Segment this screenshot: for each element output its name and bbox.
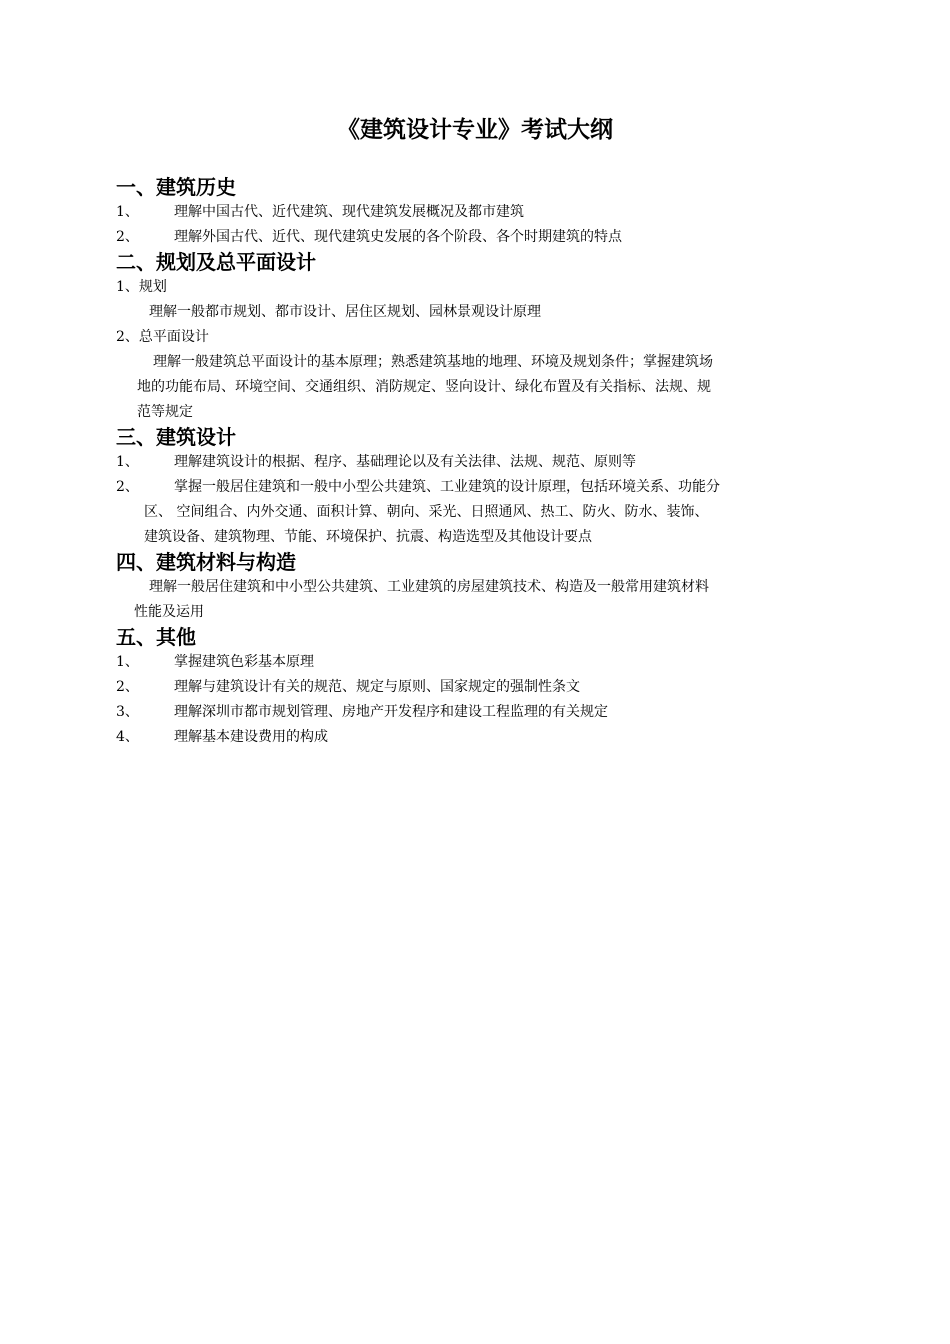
section-architectural-design: [116, 425, 836, 550]
paragraph-line: 理解一般居住建筑和中小型公共建筑、工业建筑的房屋建筑技术、构造及一般常用建筑材料: [149, 579, 709, 595]
list-item: [116, 675, 836, 700]
item-number: 2、: [116, 679, 139, 695]
list-item: [116, 725, 836, 750]
item-text: 掌握建筑色彩基本原理: [174, 654, 314, 670]
list-item: [116, 200, 836, 225]
item-number: 2、: [116, 479, 139, 495]
paragraph-line: 范等规定: [137, 404, 193, 420]
paragraph-line: 地的功能布局、环境空间、交通组织、消防规定、竖向设计、绿化布置及有关指标、法规、规: [137, 379, 711, 395]
list-item: [116, 700, 836, 725]
item-number: 4、: [116, 729, 139, 745]
section-heading: 二、规划及总平面设计: [116, 250, 316, 274]
list-item: [116, 475, 836, 500]
section-heading: 一、建筑历史: [116, 175, 236, 199]
document-body: [116, 175, 836, 750]
section-heading: 四、建筑材料与构造: [116, 550, 296, 574]
section-planning-site-design: [116, 250, 836, 425]
item-number: 3、: [116, 704, 139, 720]
item-number: 1、: [116, 454, 139, 470]
list-item: [116, 650, 836, 675]
subsection-heading: 1、规划: [116, 279, 167, 295]
subsection-heading: 2、总平面设计: [116, 329, 209, 345]
item-number: 1、: [116, 654, 139, 670]
section-heading: 五、其他: [116, 625, 196, 649]
page-title: 《建筑设计专业》考试大纲: [337, 117, 613, 143]
item-text: 理解与建筑设计有关的规范、规定与原则、国家规定的强制性条文: [174, 679, 580, 695]
paragraph-line: 性能及运用: [134, 604, 204, 620]
item-text: 理解中国古代、近代建筑、现代建筑发展概况及都市建筑: [174, 204, 524, 220]
section-heading: 三、建筑设计: [116, 425, 236, 449]
section-architecture-history: [116, 175, 836, 250]
item-text: 理解建筑设计的根据、程序、基础理论以及有关法律、法规、规范、原则等: [174, 454, 636, 470]
item-text: 理解深圳市都市规划管理、房地产开发程序和建设工程监理的有关规定: [174, 704, 608, 720]
paragraph-line: 理解一般建筑总平面设计的基本原理；熟悉建筑基地的地理、环境及规划条件；掌握建筑场: [153, 354, 713, 370]
paragraph: 理解一般都市规划、都市设计、居住区规划、园林景观设计原理: [149, 304, 541, 320]
section-other: [116, 625, 836, 750]
item-text: 理解基本建设费用的构成: [174, 729, 328, 745]
paragraph-line: 建筑设备、建筑物理、节能、环境保护、抗震、构造选型及其他设计要点: [144, 529, 592, 545]
item-text: 掌握一般居住建筑和一般中小型公共建筑、工业建筑的设计原理，包括环境关系、功能分: [174, 479, 720, 495]
item-number: 2、: [116, 229, 139, 245]
list-item: [116, 450, 836, 475]
item-number: 1、: [116, 204, 139, 220]
item-text: 理解外国古代、近代、现代建筑史发展的各个阶段、各个时期建筑的特点: [174, 229, 622, 245]
section-materials-construction: [116, 550, 836, 625]
paragraph-line: 区、 空间组合、内外交通、面积计算、朝向、采光、日照通风、热工、防火、防水、装饰、: [144, 504, 709, 520]
list-item: [116, 225, 836, 250]
